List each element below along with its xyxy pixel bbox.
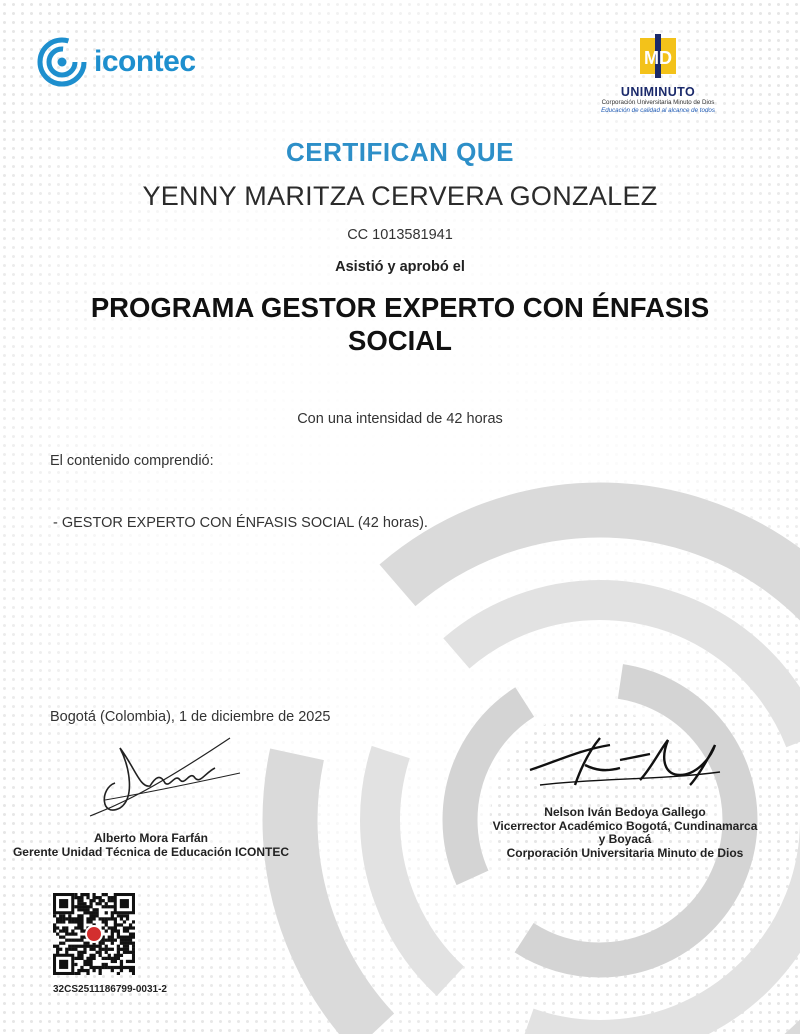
verification-code: 32CS2511186799-0031-2	[53, 984, 167, 995]
qr-center-badge-icon	[86, 926, 102, 942]
signatory-1-name: Alberto Mora Farfán	[93, 831, 208, 845]
content-item: - GESTOR EXPERTO CON ÉNFASIS SOCIAL (42 horas).	[53, 515, 428, 531]
content-label: El contenido comprendió:	[50, 453, 214, 469]
intensity-text: Con una intensidad de 42 horas	[297, 411, 503, 427]
qr-finder-pattern	[53, 954, 74, 975]
signatory-2-title-line1: Vicerrector Académico Bogotá, Cundinamarca	[492, 818, 758, 833]
signatory-2-block	[480, 806, 770, 860]
icontec-wordmark: icontec	[94, 45, 196, 78]
uniminuto-emblem-icon	[636, 34, 680, 78]
svg-text:MD: MD	[644, 48, 672, 68]
holder-id: CC 1013581941	[347, 227, 453, 243]
verification-qr-code[interactable]	[53, 893, 135, 975]
signatory-2-title-line2: y Boyacá	[598, 832, 652, 846]
signatory-1-title: Gerente Unidad Técnica de Educación ICONTEC	[12, 845, 290, 859]
certificate-heading: CERTIFICAN QUE	[286, 137, 514, 167]
program-title: PROGRAMA GESTOR EXPERTO CON ÉNFASIS SOCIAL	[90, 292, 710, 356]
icontec-spiral-icon	[36, 36, 88, 88]
holder-name: YENNY MARITZA CERVERA GONZALEZ	[142, 181, 658, 211]
place-date: Bogotá (Colombia), 1 de diciembre de 2025	[50, 709, 331, 725]
signatory-2-name: Nelson Iván Bedoya Gallego	[544, 805, 706, 819]
attendance-text: Asistió y aprobó el	[335, 259, 465, 275]
signature-alberto-mora	[80, 728, 250, 828]
signatory-2-organization: Corporación Universitaria Minuto de Dios	[506, 845, 744, 860]
uniminuto-name: UNIMINUTO	[620, 85, 696, 99]
uniminuto-subtitle: Corporación Universitaria Minuto de Dios	[601, 99, 715, 106]
qr-finder-pattern	[114, 893, 135, 914]
icontec-logo	[36, 36, 196, 88]
signature-nelson-bedoya	[520, 730, 730, 800]
uniminuto-tagline: Educación de calidad al alcance de todos	[601, 107, 715, 114]
uniminuto-logo	[588, 34, 728, 115]
qr-finder-pattern	[53, 893, 74, 914]
